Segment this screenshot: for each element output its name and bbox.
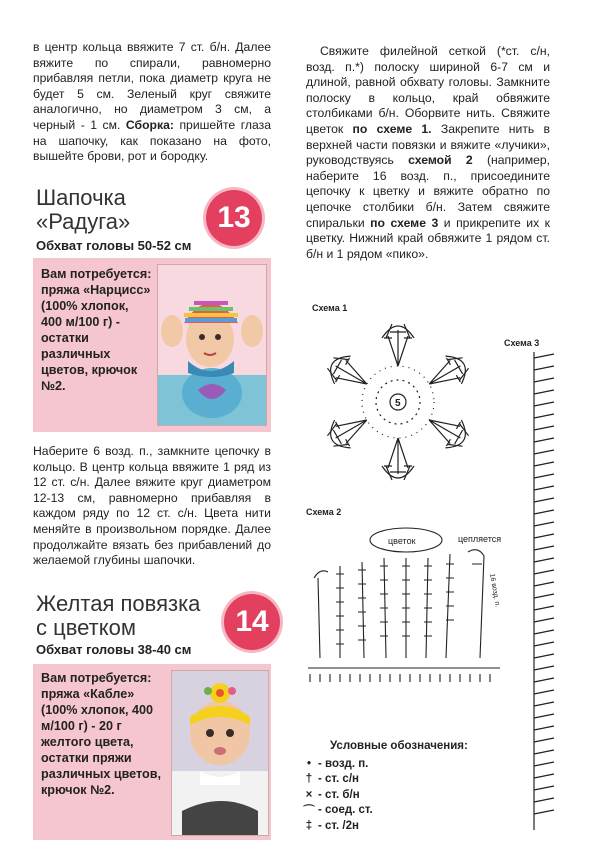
legend [300, 756, 510, 834]
scheme3-diagram [520, 352, 560, 832]
scheme3-label: Схема 3 [504, 338, 540, 348]
right-instructions: Свяжите филейной сеткой (*ст. с/н, возд. п.*) полоску шириной 6-7 см и длиной, равной обхвату головы. Замкните полоску в кольцо, край обвяжите столбиками б/н. Оборвите нить. Свяжите цветок по схеме 1. Закрепите нить в верхней части повязки и вяжите «лучики», руководствуясь схемой 2 (например, наберите 16 возд. п., присоедините цепочку к цветку и вяжите обратно по цепочке столбики б/н. Затем свяжите спиральки по схеме 3 и прикрепите их к цветку. Нижний край обвяжите 1 рядом ст. б/н и 1 рядом «пико». [306, 44, 551, 261]
legend-item: • - возд. п. [306, 757, 369, 770]
scheme2-label: Схема 2 [306, 507, 342, 517]
item14-panel [33, 664, 271, 840]
item13-title: Шапочка «Радуга» [36, 185, 131, 234]
item13-girth: Обхват головы 50-52 см [36, 238, 192, 253]
scheme1-label: Схема 1 [312, 303, 348, 313]
assembly-label: Сборка: [125, 117, 174, 132]
item13-panel [33, 258, 271, 432]
item14-photo [171, 670, 269, 836]
item13-needs: Вам потребуется: пряжа «Нарцисс» (100% хлопок, 400 м/100 г) - остатки различных цветов, крючок №2. [41, 267, 152, 393]
scheme2-diagram [300, 518, 510, 718]
legend-item: † - ст. с/н [305, 773, 359, 786]
scheme1-center: 5 [395, 398, 401, 409]
item13-instructions: Наберите 6 возд. п., замкните цепочку в кольцо. В центр кольца ввяжите 1 ряд из 12 ст. с/н. Далее вяжите круг диаметром 12-13 см, равномерно прибавляя в каждом ряду по 12 ст. с/н. Цвета нити меняйте в произвольном порядке. Далее продолжайте вязать без прибавлений до желаемой глубины шапочки. [33, 444, 271, 568]
intro-paragraph: в центр кольца ввяжите 7 ст. б/н. Далее вяжите по спирали, равномерно прибавляя петли, пока диаметр круга не будет 5 см. Зеленый круг свяжите аналогично, но диаметром 3 см, а черный - 1 см. Сборка: пришейте глаза на шапочку, как показано на фото, вышейте брови, рот и бородку. [33, 40, 272, 164]
scheme1-diagram [300, 312, 500, 492]
assembly-text: пришейте глаза на шапочку, как показано на фото, вышейте брови, рот и бородку. [33, 117, 272, 164]
item13-photo [157, 264, 267, 426]
item14-girth: Обхват головы 38-40 см [36, 642, 192, 657]
item14-title: Желтая повязка с цветком [36, 591, 201, 640]
legend-title: Условные обозначения: [330, 740, 468, 752]
flower-label: цветок [388, 536, 416, 546]
legend-item: × - ст. б/н [305, 788, 360, 801]
legend-item: ⌒ - соед. ст. [303, 804, 373, 818]
item13-badge: 13 [206, 190, 262, 246]
chain-label: 16 возд. п. [488, 573, 501, 608]
legend-item: ‡ - ст. /2н [305, 819, 359, 832]
attach-label: цепляется [458, 534, 502, 544]
item14-needs: Вам потребуется: пряжа «Кабле» (100% хлопок, 400 м/100 г) - 20 г желтого цвета, остатки пряжи различных цветов, крючок №2. [41, 671, 161, 797]
item14-badge: 14 [224, 594, 280, 650]
